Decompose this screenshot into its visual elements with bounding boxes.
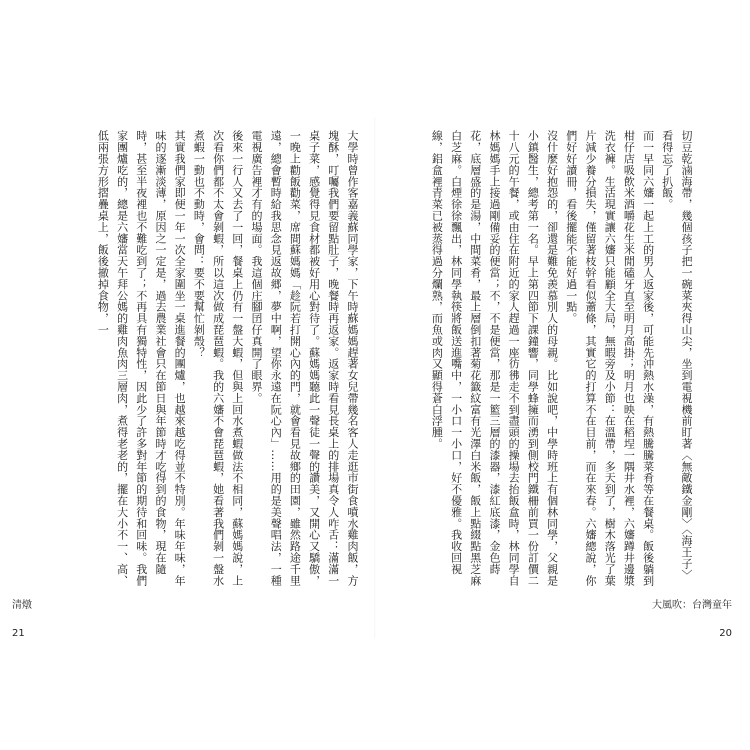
right-page-number: 20 (719, 628, 732, 639)
right-page-text: 切豆乾滷海帶，幾個孩子把一碗菜夾得山尖，坐到電視機前盯著〈無敵鐵金剛〉〈海王子〉看得忘了扒飯。 而一早同六嬸一起上工的男人返家後，可能先沖熱水澡，有熱騰騰菜肴等在餐桌。飯後躺到柑仔店吸飲米酒嚼花生米閒磕牙直至明月高掛；明月也映在稻埕一隅井水裡，六嬸蹲井邊漿洗衣褲。生活現實讓六嬸只能顧全大局，無暇旁及小節：在溫帶，多天到了，樹木落光了葉片減少養分損失，僅留著枝幹看似蕭條，其實它的打算不在目前，而在來春。六嬸總說，你們好好讀冊，看後擺能不能好過一點。 沒什麼好抱怨的，卻還是難免羨慕別人的母親。比如說吧，中學時班上有個林同學，父親是小鎮醫生，總考第一名。早上第四節下課鐘響，同學蜂擁而湧到側校門鐵柵前買一份訂價二十八元的午餐，或由住在附近的家人趕過一座彷彿走不到盡頭的操場去抬飯盒時，林同學自林媽媽手上接過剛備妥的便當；不，不是便當，那是一籃三層的漆器，漆紅底漆，金色蒔花，底層盛的是湯，中間菜肴，最上層倒扣著菊花籤紋富有光澤白米飯，飯上點綴點黑芝麻白芝麻。白煙徐徐飄出，林同學執筷將飯送進嘴中，一小口一小口，好不優雅。我收回視線，鋁盒裡青菜已被蒸得過分爛熟，而魚或肉又顯得蒼白浮腫。 (430, 130, 693, 586)
left-page-text: 大學時曾作客嘉義蘇同學家，下午時蘇媽媽趕著女兒帶幾名客人走逛市街食噴水雞肉飯，方塊酥，叮囑我們要留點肚子，晚餐時再返家。返家時看見長桌上的排場真令人咋舌：滿滿一桌子菜，感覺得見食材都被好用心對待了。蘇媽媽聽此一聲徒一聲的讚美，又開心又驕傲，一晚上勸飯勸菜，席間蘇媽媽「趁阮若打開心內的門，就會看見故鄉的田園，雖然路途千里遠，總會暫時給我思念見返故郷，夢中啊，望你永遠在阮心內」……用的是美聲唱法，一種電視廣告裡才有的場面。我這個庄腳囝仔真開了眼界。 後來一行人又去了一回，餐桌上仍有一盤大蝦，但與上回水煮蝦做法不相同，蘇媽媽說，上次看你們都不太會剝蝦，所以這次做成琵琶蝦。我的六嬸不會琵琶蝦，她看著我們剝一盤水煮蝦一動也不動時，會問：要不要幫忙剝殼？ 其實我們家即便一年一次全家圍坐一桌進餐的團爐，也越來越吃得並不特別。年味年味，年味的逐漸淡薄，原因之一定是，過去農業社會只在節日與年節時才吃得到的食物，現在隨時，甚至半夜裡也不難吃到了；不再具有獨特性，因此少了許多對年節的期待和回味。我們家團爐吃的，總是六嬸當天午拜公媽的雞肉魚肉三層肉，煮得老老的，擺在大小不一、高、低兩張方形摺疊桌上，飯後撤掉食物，一 (96, 130, 359, 586)
left-page (96, 130, 362, 590)
right-page (396, 130, 706, 590)
page-gutter (374, 118, 376, 638)
right-running-title: 大風吹：台灣童年 (652, 600, 732, 611)
left-running-title: 清燉 (12, 600, 32, 611)
left-page-number: 21 (12, 628, 25, 639)
